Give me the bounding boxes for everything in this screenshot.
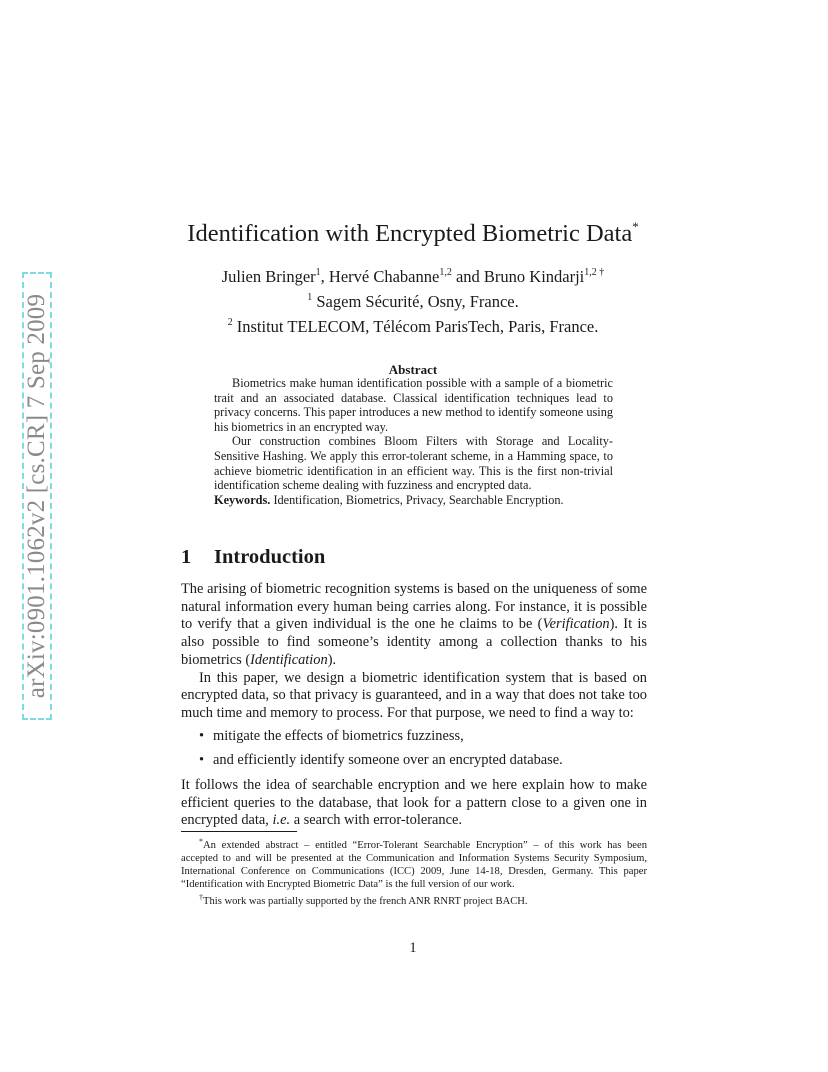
arxiv-stamp (22, 272, 52, 720)
abstract-paragraph: Our construction combines Bloom Filters with Storage and Locality-Sensitive Hashing. We apply this error-tolerant scheme, in a Hamming space, to achieve biometric identification in an efficient way. This is the first non-trivial identification scheme dealing with fuzziness and encrypted data. (214, 434, 613, 493)
author-affil: 1,2 † (584, 267, 605, 278)
footnote (181, 892, 647, 909)
affiliation (180, 287, 646, 312)
emphasis: i.e. (272, 812, 291, 829)
section-number: 1 (181, 546, 192, 568)
author-name: Bruno Kindarji (483, 267, 585, 286)
text-run: The arising of biometric recognition systems is based on the uniqueness of some natural information every human being carries along. For instance, it is possible to verify that a given individual is the one he claims to be ( (181, 581, 647, 633)
footnote-mark: † (199, 892, 203, 902)
author-separator: , (320, 267, 329, 286)
list-item: • mitigate the effects of biometrics fuzziness, (201, 728, 647, 746)
footnote-rule (181, 831, 297, 832)
body-paragraph (181, 777, 647, 830)
keywords (214, 493, 613, 508)
affiliation-mark: 1 (307, 292, 313, 303)
body-paragraph (181, 581, 647, 670)
list-item: • and efficiently identify someone over an encrypted database. (201, 752, 647, 770)
intro-body (181, 581, 647, 830)
bullet-list (181, 728, 647, 770)
text-run: ). (327, 651, 337, 668)
footnote-text: An extended abstract – entitled “Error-Tolerant Searchable Encryption” – of this work has been accepted to and will be presented at the Communication and Information Systems Security Symposium, International Conference on Communications (ICC) 2009, June 14-18, Dresden, Germany. This paper “Identification with Encrypted Biometric Data” is the full version of our work. (181, 840, 647, 890)
page-number: 1 (409, 940, 417, 956)
footnote-mark: * (199, 837, 203, 846)
abstract-heading: Abstract (388, 362, 438, 377)
affiliation-text: Sagem Sécurité, Osny, France. (316, 292, 519, 311)
section-heading (181, 546, 325, 569)
affiliation (180, 312, 646, 337)
text-run: It follows the idea of searchable encryption and we here explain how to make efficient queries to the database, that look for a pattern close to a given one in encrypted data, (181, 777, 647, 829)
author-name: Julien Bringer (221, 267, 316, 286)
paper-title-text: Identification with Encrypted Biometric Data (187, 220, 633, 247)
emphasis: Verification (542, 616, 610, 633)
text-run: a search with error-tolerance. (290, 812, 462, 829)
footnotes (181, 836, 647, 909)
affiliation-mark: 2 (227, 317, 233, 328)
body-paragraph: In this paper, we design a biometric identification system that is based on encrypted data, so that privacy is guaranteed, and in a way that does not take too much time and memory to process. For that purpose, we need to find a way to: (181, 669, 647, 721)
author-affil: 1 (315, 267, 321, 278)
affiliation-text: Institut TELECOM, Télécom ParisTech, Paris, France. (236, 317, 599, 336)
emphasis: Identification (250, 651, 328, 668)
keywords-label: Keywords. (214, 492, 271, 507)
author-conjunction: and (451, 267, 484, 286)
section-title: Introduction (214, 546, 326, 568)
keywords-text: Identification, Biometrics, Privacy, Searchable Encryption. (273, 492, 564, 507)
title-footnote-mark: * (632, 219, 639, 234)
author-name: Hervé Chabanne (328, 267, 440, 286)
abstract (214, 376, 613, 507)
author-affil: 1,2 (439, 267, 452, 278)
author-block (180, 262, 646, 337)
paper-title (180, 219, 646, 248)
arxiv-stamp-text: arXiv:0901.1062v2 [cs.CR] 7 Sep 2009 (23, 293, 50, 699)
text-run: ). It is also possible to find someone’s identity among a collection thanks to his biometrics ( (181, 616, 647, 668)
footnote-text: This work was partially supported by the french ANR RNRT project BACH. (203, 895, 528, 907)
abstract-paragraph: Biometrics make human identification possible with a sample of a biometric trait and an associated database. Classical identification techniques lead to privacy concerns. This paper introduces a new method to identify someone using his biometrics in an encrypted way. (214, 376, 613, 434)
author-line (180, 262, 646, 287)
footnote (181, 836, 647, 892)
